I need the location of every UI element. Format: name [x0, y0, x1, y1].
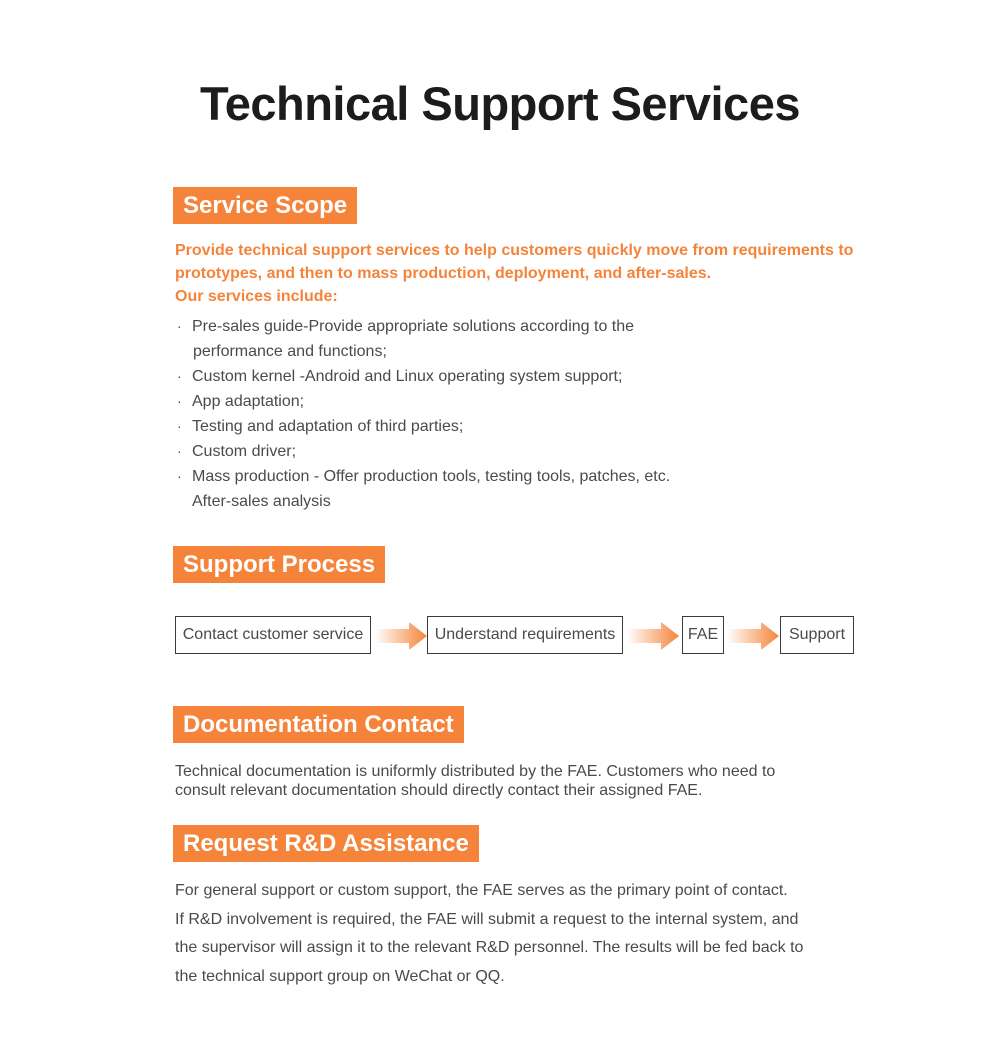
section-heading-service-scope: Service Scope — [173, 187, 357, 224]
section-heading-documentation-contact: Documentation Contact — [173, 706, 464, 743]
flow-step-fae: FAE — [682, 616, 724, 654]
paragraph-line: Technical documentation is uniformly distributed by the FAE. Customers who need to — [175, 763, 776, 780]
paragraph-line: If R&D involvement is required, the FAE will submit a request to the internal system, and — [175, 910, 799, 928]
paragraph-line: the supervisor will assign it to the relevant R&D personnel. The results will be fed back to — [175, 939, 804, 956]
flow-step-contact: Contact customer service — [175, 616, 371, 654]
intro-line: Our services include: — [175, 288, 338, 305]
list-item — [175, 439, 815, 464]
list-item-continuation: performance and functions; — [193, 343, 387, 360]
arrow-right-icon — [727, 621, 779, 651]
arrow-right-icon — [375, 621, 427, 651]
paragraph-line: the technical support group on WeChat or QQ. — [175, 967, 505, 985]
list-item-text: Custom kernel -Android and Linux operating system support; — [192, 368, 623, 385]
paragraph-line: consult relevant documentation should directly contact their assigned FAE. — [175, 782, 703, 799]
list-item-text: Mass production - Offer production tools, testing tools, patches, etc. — [192, 468, 671, 485]
list-item — [175, 314, 815, 364]
section-heading-request-rd: Request R&D Assistance — [173, 825, 479, 862]
flow-step-requirements: Understand requirements — [427, 616, 623, 654]
middle-dot-icon: · — [177, 368, 182, 384]
list-item-text: App adaptation; — [192, 393, 305, 410]
list-item — [175, 414, 815, 439]
middle-dot-icon: · — [177, 318, 182, 334]
middle-dot-icon: · — [177, 443, 182, 459]
service-list — [175, 314, 815, 514]
middle-dot-icon: · — [177, 468, 182, 484]
intro-line: Provide technical support services to help customers quickly move from requirements to — [175, 242, 854, 259]
intro-line: prototypes, and then to mass production, deployment, and after-sales. — [175, 265, 712, 282]
list-item-text: Pre-sales guide-Provide appropriate solutions according to the — [192, 318, 635, 335]
list-item-text: Testing and adaptation of third parties; — [192, 418, 464, 435]
section-heading-support-process: Support Process — [173, 546, 385, 583]
middle-dot-icon: · — [177, 418, 182, 434]
list-item — [175, 389, 815, 414]
list-item — [175, 364, 815, 389]
paragraph-line: For general support or custom support, the FAE serves as the primary point of contact. — [175, 882, 788, 899]
page-title: Technical Support Services — [200, 77, 800, 130]
service-scope-intro — [175, 239, 865, 308]
after-sales-line: After-sales analysis — [192, 493, 331, 510]
list-item-text: Custom driver; — [192, 443, 297, 460]
documentation-contact-text — [175, 762, 835, 800]
list-item — [175, 464, 815, 489]
request-rd-text — [175, 877, 835, 991]
flow-step-support: Support — [780, 616, 854, 654]
arrow-right-icon — [627, 621, 679, 651]
middle-dot-icon: · — [177, 393, 182, 409]
